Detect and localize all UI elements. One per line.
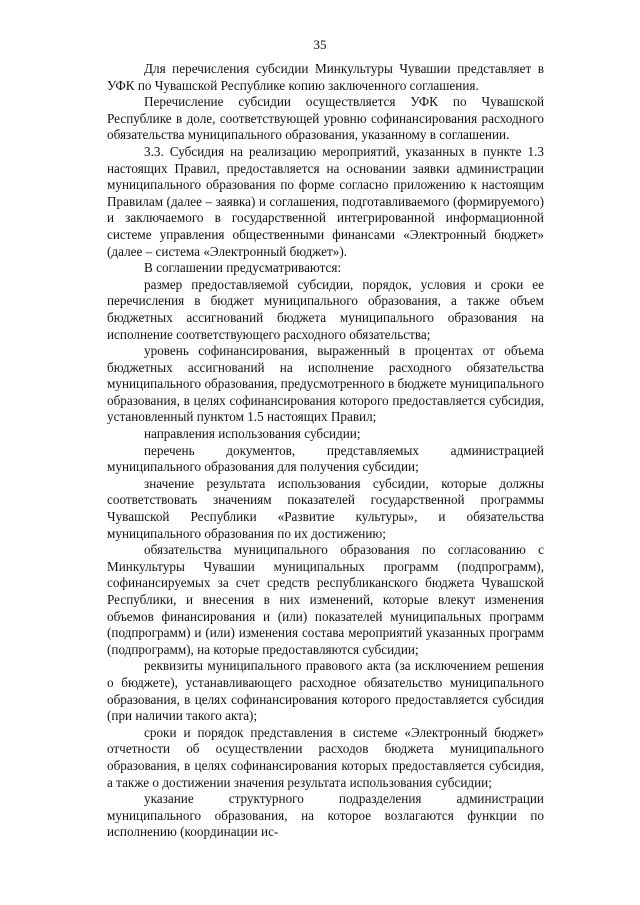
list-item-subsidy-size: размер предоставляемой субсидии, порядок, условия и сроки ее перечисления в бюджет муниципального образования, а также объем бюджетных ассигнований бюджета муниципального образования на исполнение соответствующего расходного обязательства;	[107, 276, 544, 342]
paragraph-3-3: 3.3. Субсидия на реализацию мероприятий, указанных в пункте 1.3 настоящих Правил, предоставляется на основании заявки администрации муниципального образования по форме согласно приложению к настоящим Правилам (далее – заявка) и соглашения, подготавливаемого (формируемого) и заключаемого в государственной интегрированной информационной системе управления общественными финансами «Электронный бюджет» (далее – система «Электронный бюджет»).	[107, 143, 544, 259]
page-number: 35	[313, 37, 327, 52]
list-item-result-value: значение результата использования субсидии, которые должны соответствовать значениям показателей государственной программы Чувашской Республики «Развитие культуры», и обязательства муниципального образования по их достижению;	[107, 475, 544, 541]
list-item-legal-act: реквизиты муниципального правового акта (за исключением решения о бюджете), устанавливающего расходное обязательство муниципального образования, в целях софинансирования которого предоставляется субсидия (при наличии такого акта);	[107, 658, 544, 724]
list-item-structural-unit: указание структурного подразделения администрации муниципального образования, на которое возлагаются функции по исполнению (координации ис-	[107, 791, 544, 840]
list-item-documents: перечень документов, представляемых администрацией муниципального образования для получения субсидии;	[107, 442, 544, 475]
list-item-program-approval: обязательства муниципального образования по согласованию с Минкультуры Чувашии муниципальных программ (подпрограмм), софинансируемых за счет средств республиканского бюджета Чувашской Республики, и внесения в них изменений, которые влекут изменения объемов финансирования и (или) показателей муниципальных программ (подпрограмм) и (или) изменения состава мероприятий указанных программ (подпрограмм), на которые предоставляются субсидии;	[107, 542, 544, 657]
list-item-usage-directions: направления использования субсидии;	[144, 426, 361, 442]
paragraph-transfer-copy: Для перечисления субсидии Минкультуры Чувашии представляет в УФК по Чувашской Республике копию заключенного соглашения.	[107, 61, 544, 93]
document-body	[107, 61, 544, 841]
list-item-cofinancing-level: уровень софинансирования, выраженный в процентах от объема бюджетных ассигнований на исполнение расходного обязательства муниципального образования, предусмотренного в бюджете муниципального образования, в целях софинансирования которого предоставляется субсидия, установленный пунктом 1.5 настоящих Правил;	[107, 343, 544, 425]
paragraph-agreement-intro: В соглашении предусматриваются:	[144, 260, 342, 276]
paragraph-transfer-share: Перечисление субсидии осуществляется УФК по Чувашской Республике в доле, соответствующей уровню софинансирования расходного обязательства муниципального образования, указанному в соглашении.	[107, 94, 544, 143]
list-item-reporting: сроки и порядок представления в системе «Электронный бюджет» отчетности об осуществлении расходов бюджета муниципального образования, в целях софинансирования которых предоставляется субсидия, а также о достижении значения результата использования субсидии;	[107, 724, 544, 790]
